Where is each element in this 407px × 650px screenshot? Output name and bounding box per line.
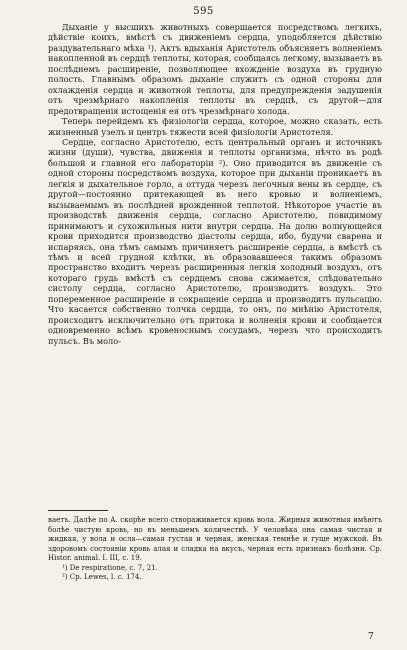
footnote-2: ²) Cp. Lewes, l. c. 174. (62, 573, 142, 581)
footnote-continuation: ваетъ. Далѣе по А. скорѣе всего створаживается кровь вола. Жирныя животныя имѣютъ болѣе чистую кровь, но въ меньшемъ количествѣ. У человѣка она самая чистая и жидкая, у вола и осла—самая густая и черная, женская темнѣе и гуще мужской. Въ здоровомъ состояніи кровь алая и сладка на вкусъ, черная есть признакъ болѣзни. Ср. Histor. animal. I. III, c. 19. (48, 516, 382, 562)
main-text (48, 22, 382, 346)
footnote-1: ¹) De respiratione, c. 7, 21. (62, 563, 158, 572)
footnotes (48, 516, 382, 583)
paragraph-heart: Сердце, согласно Аристотелю, есть центральный органъ и источникъ жизни (души), чувства, движенія и теплоты организма, нѣчто въ родѣ большой и главной его лабораторіи ²). Оно приводится въ движеніе съ одной стороны посредствомъ воздуха, которое при дыханіи проникаетъ въ легкія и дыхательное горло, а оттуда черезъ легочныя вены въ сердце, съ другой—постоянно притекающей въ него кровью и волненіемъ, вызываемымъ въ послѣдней врожденной теплотой. Нѣкоторое участіе въ производствѣ движенія сердца, согласно Аристотелю, повидимому принимаютъ и сухожильныя нити внутри сердца. На долю волнующейся крови приходится производство діастолы сердца, ибо, будучи сварена и испаряясь, она тѣмъ самымъ причиняетъ расширеніе сердца, а вмѣстѣ съ тѣмъ и всей грудной клѣтки, въ образовавшееся такимъ образомъ пространство входитъ черезъ расширенныя легкія холодный воздухъ, отъ котораго грудь вмѣстѣ съ сердцемъ снова сжимается, слѣдовательно систолу сердца, согласно Аристотелю, производитъ воздухъ. Это попеременное расширеніе и сокращеніе сердца и производитъ пульсацію. Что касается собственно толчка сердца, то онъ, по мнѣнію Аристотеля, происходитъ исключительно отъ притока и волненія крови и сообщается одновременно всѣмъ кровеноснымъ сосудамъ, черезъ что происходитъ пульсъ. Въ моло- (48, 136, 382, 346)
paragraph-heart-intro: Теперь перейдемъ къ физіологіи сердца, которое, можно сказать, есть жизненный узелъ и центръ тяжести всей физіологіи Аристотеля. (48, 116, 382, 137)
page-number: 595 (193, 6, 214, 17)
footnote-rule (48, 510, 108, 511)
paragraph-respiration: Дыханіе у высшихъ животныхъ совершается посредствомъ легкихъ, дѣйствіе коихъ, вмѣстѣ съ движеніемъ сердца, уподобляется дѣйствію раздувательнаго мѣха ¹). Актъ вдыханія Аристотель объясняетъ волненіемъ накопленной въ сердцѣ теплоты, которая, сообщаясь легкому, вызываетъ въ послѣднемъ расширеніе, позволяющее вхожденіе воздуха въ грудную полость. Главнымъ образомъ дыханіе служитъ съ одной стороны для охлажденія сердца и животной теплоты, для предупрежденія задушенія отъ чрезмѣрнаго накопленія теплоты въ сердцѣ, съ другой—для предотвращенія истощенія ея отъ чрезмѣрнаго холода. (48, 22, 382, 116)
signature-mark: 7 (368, 632, 374, 642)
